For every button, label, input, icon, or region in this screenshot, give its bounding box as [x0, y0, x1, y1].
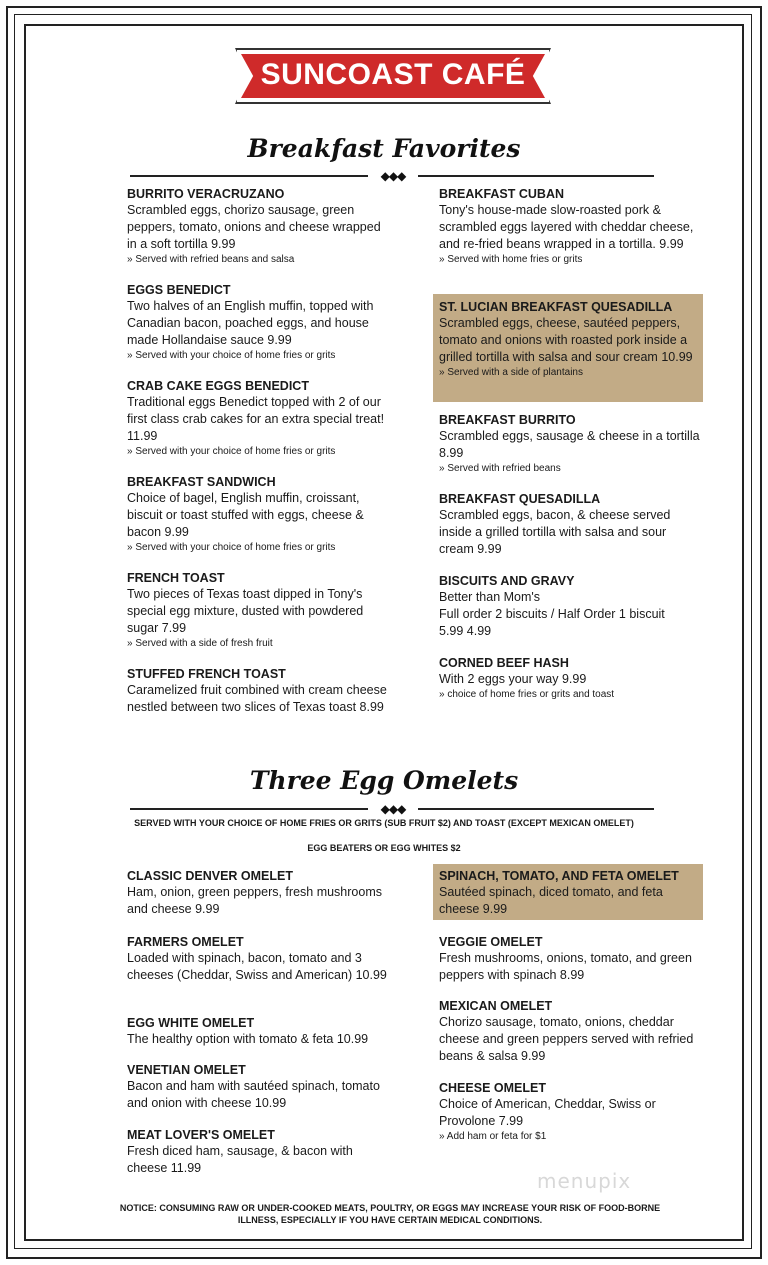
item-name: MEXICAN OMELET — [439, 999, 553, 1013]
item-description: With 2 eggs your way 9.99 — [439, 672, 587, 686]
restaurant-name: SUNCOAST CAFÉ — [260, 58, 526, 91]
item-note: » Served with refried beans — [439, 463, 561, 474]
item-name: BREAKFAST CUBAN — [439, 187, 564, 201]
item-description: Fresh diced ham, sausage, & bacon with cheese 11.99 — [127, 1144, 353, 1175]
item-description: Bacon and ham with sautéed spinach, tomato and onion with cheese 10.99 — [127, 1079, 380, 1110]
item-name: CLASSIC DENVER OMELET — [127, 869, 293, 883]
omelets-subtitle-extra: EGG BEATERS OR EGG WHITES $2 — [307, 843, 461, 853]
item-note: » choice of home fries or grits and toast — [439, 689, 615, 700]
menu-item — [439, 998, 701, 1065]
item-description: Full order 2 biscuits / Half Order 1 biscuit — [439, 607, 665, 621]
menu-item-featured — [439, 299, 701, 380]
item-name: SPINACH, TOMATO, AND FETA OMELET — [439, 869, 679, 883]
item-name: EGGS BENEDICT — [127, 283, 231, 297]
item-name: BREAKFAST QUESADILLA — [439, 492, 601, 506]
restaurant-banner — [235, 48, 551, 104]
item-description: Better than Mom's — [439, 590, 541, 604]
item-name: VENETIAN OMELET — [127, 1063, 246, 1077]
item-name: CORNED BEEF HASH — [439, 656, 569, 670]
menu-item — [439, 186, 701, 267]
item-name: STUFFED FRENCH TOAST — [127, 667, 286, 681]
item-name: VEGGIE OMELET — [439, 935, 543, 949]
menu-item — [127, 1127, 389, 1177]
item-name: MEAT LOVER'S OMELET — [127, 1128, 275, 1142]
item-note: » Served with home fries or grits — [439, 254, 583, 265]
item-description: Ham, onion, green peppers, fresh mushrooms and cheese 9.99 — [127, 885, 382, 916]
menu-item-featured — [439, 868, 701, 918]
item-description: Choice of American, Cheddar, Swiss or Provolone 7.99 — [439, 1097, 656, 1128]
menu-item — [439, 412, 701, 476]
item-description: Scrambled eggs, bacon, & cheese served inside a grilled tortilla with salsa and sour cream 9.99 — [439, 508, 671, 556]
item-name: EGG WHITE OMELET — [127, 1016, 255, 1030]
item-note: » Add ham or feta for $1 — [439, 1131, 547, 1142]
item-description: Two halves of an English muffin, topped with Canadian bacon, poached eggs, and house made Hollandaise sauce 9.99 — [127, 299, 374, 347]
item-description: Sautéed spinach, diced tomato, and feta cheese 9.99 — [439, 885, 663, 916]
omelets-subtitle: SERVED WITH YOUR CHOICE OF HOME FRIES OR GRITS (SUB FRUIT $2) AND TOAST (EXCEPT MEXICAN OMELET) — [134, 818, 634, 828]
item-description: Scrambled eggs, sausage & cheese in a tortilla 8.99 — [439, 429, 700, 460]
item-description: Caramelized fruit combined with cream cheese nestled between two slices of Texas toast 8.99 — [127, 683, 387, 714]
item-note: » Served with refried beans and salsa — [127, 254, 295, 265]
breakfast-section-title: Breakfast Favorites — [247, 134, 521, 163]
item-description: Scrambled eggs, cheese, sautéed peppers, tomato and onions with roasted pork inside a grilled tortilla with salsa and sour cream 10.99 — [439, 316, 693, 364]
item-name: CRAB CAKE EGGS BENEDICT — [127, 379, 309, 393]
menu-item — [127, 1015, 389, 1048]
menu-item — [439, 655, 701, 702]
item-description: Loaded with spinach, bacon, tomato and 3 cheeses (Cheddar, Swiss and American) 10.99 — [127, 951, 387, 982]
menu-item — [127, 378, 389, 459]
item-description: Fresh mushrooms, onions, tomato, and green peppers with spinach 8.99 — [439, 951, 692, 982]
item-name: BREAKFAST SANDWICH — [127, 475, 276, 489]
health-notice: NOTICE: CONSUMING RAW OR UNDER-COOKED MEATS, POULTRY, OR EGGS MAY INCREASE YOUR RISK OF FOOD-BORNE ILLNESS, ESPECIALLY IF YOU HAVE CERTAIN MEDICAL CONDITIONS. — [119, 1203, 661, 1225]
menu-item — [127, 474, 389, 555]
menu-item — [127, 1062, 389, 1112]
item-name: FRENCH TOAST — [127, 571, 225, 585]
item-note: » Served with your choice of home fries or grits — [127, 542, 336, 553]
diamond-ornament-icon: ◆◆◆ — [368, 170, 418, 182]
menu-item — [439, 934, 701, 984]
item-note: » Served with a side of fresh fruit — [127, 638, 273, 649]
item-description: Two pieces of Texas toast dipped in Tony's special egg mixture, dusted with powdered sugar 7.99 — [127, 587, 364, 635]
item-description: Chorizo sausage, tomato, onions, cheddar cheese and green peppers served with refried beans & salsa 9.99 — [439, 1015, 694, 1063]
menu-item — [439, 1080, 701, 1144]
item-note: » Served with your choice of home fries or grits — [127, 350, 336, 361]
item-description: Traditional eggs Benedict topped with 2 of our first class crab cakes for an extra special treat! 11.99 — [127, 395, 385, 443]
item-name: CHEESE OMELET — [439, 1081, 546, 1095]
menu-item — [127, 570, 389, 651]
item-name: ST. LUCIAN BREAKFAST QUESADILLA — [439, 300, 673, 314]
menu-item — [127, 282, 389, 363]
omelets-section-title: Three Egg Omelets — [249, 766, 519, 795]
item-name: BISCUITS AND GRAVY — [439, 574, 575, 588]
item-name: BREAKFAST BURRITO — [439, 413, 576, 427]
item-description: Tony's house-made slow-roasted pork & scrambled eggs layered with cheddar cheese, and re-fried beans wrapped in a tortilla. 9.99 — [439, 203, 694, 251]
menu-item — [127, 868, 389, 918]
menu-item — [127, 186, 389, 267]
item-description: Scrambled eggs, chorizo sausage, green peppers, tomato, onions and cheese wrapped in a soft tortilla 9.99 — [127, 203, 381, 251]
item-name: FARMERS OMELET — [127, 935, 244, 949]
item-note: » Served with your choice of home fries or grits — [127, 446, 336, 457]
menu-item — [439, 573, 701, 640]
menu-item — [439, 491, 701, 558]
item-description: The healthy option with tomato & feta 10.99 — [127, 1032, 369, 1046]
watermark: menupix — [537, 1169, 632, 1193]
item-note: » Served with a side of plantains — [439, 367, 583, 378]
menu-item — [127, 666, 389, 716]
item-name: BURRITO VERACRUZANO — [127, 187, 285, 201]
item-price: 5.99 4.99 — [439, 624, 492, 638]
item-description: Choice of bagel, English muffin, croissant, biscuit or toast stuffed with eggs, cheese & bacon 9.99 — [127, 491, 364, 539]
menu-item — [127, 934, 389, 984]
diamond-ornament-icon: ◆◆◆ — [368, 803, 418, 815]
